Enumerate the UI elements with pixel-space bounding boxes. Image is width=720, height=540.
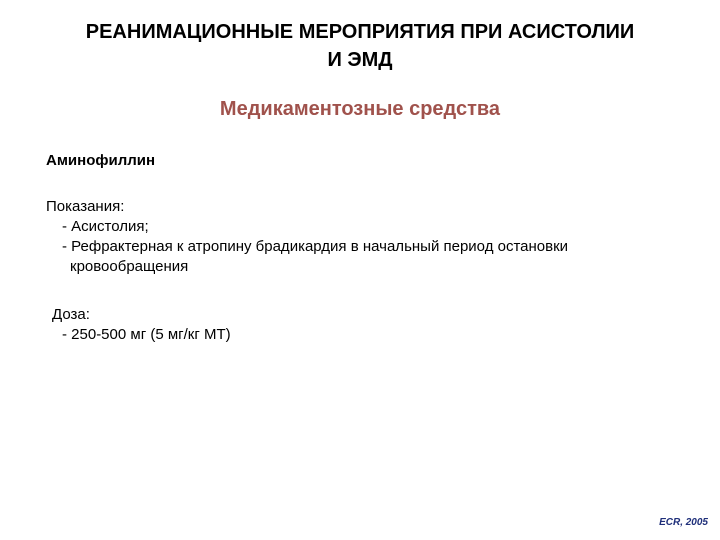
- slide-subtitle: Медикаментозные средства: [219, 98, 501, 120]
- dose-block: [52, 305, 652, 345]
- dose-item: - 250-500 мг (5 мг/кг МТ): [62, 326, 231, 343]
- indication-item-bradycardia-continuation: кровообращения: [70, 258, 189, 275]
- indications-label: Показания:: [46, 198, 125, 215]
- dose-label: Доза:: [52, 306, 90, 323]
- slide-title: [0, 18, 720, 74]
- slide-title-line-1: РЕАНИМАЦИОННЫЕ МЕРОПРИЯТИЯ ПРИ АСИСТОЛИИ: [85, 21, 635, 43]
- slide-title-line-2: И ЭМД: [327, 49, 393, 71]
- drug-name: Аминофиллин: [46, 152, 156, 169]
- indication-item-bradycardia: - Рефрактерная к атропину брадикардия в начальный период остановки: [62, 238, 569, 255]
- footer-source: ECR, 2005: [659, 517, 708, 528]
- indication-item-asystole: - Асистолия;: [62, 218, 149, 235]
- indications-block: [46, 197, 706, 277]
